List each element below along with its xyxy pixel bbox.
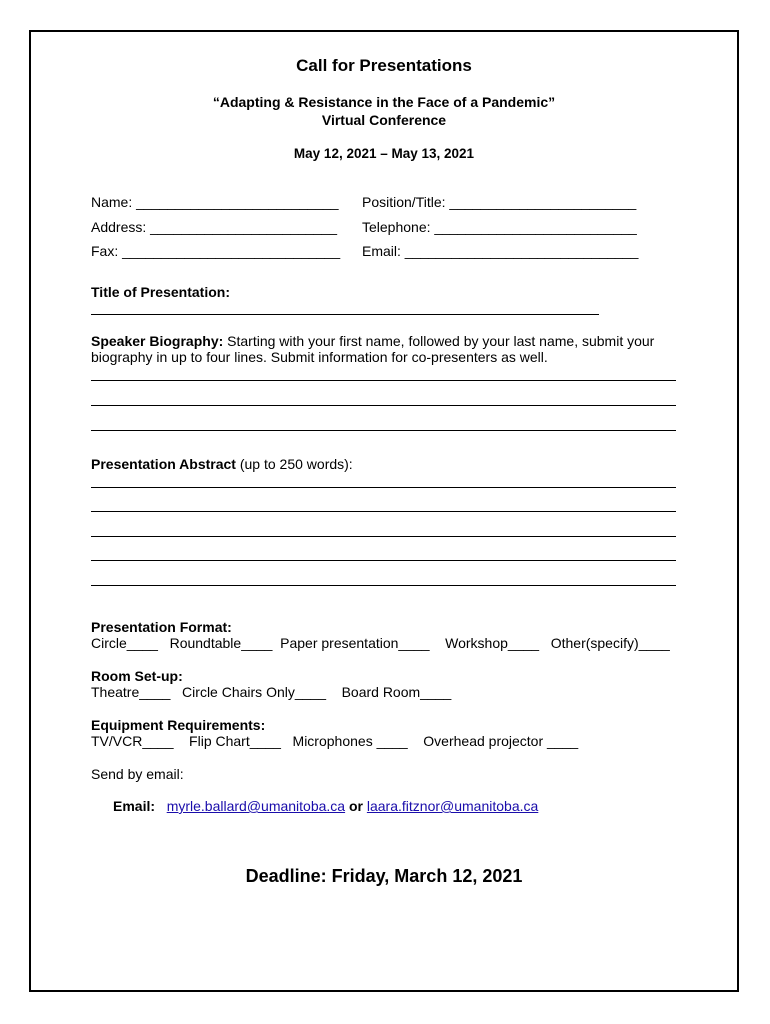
speaker-bio-text-line2: biography in up to four lines. Submit information for co-presenters as well.	[91, 349, 548, 365]
equipment-label: Equipment Requirements:	[91, 717, 266, 733]
email-line	[113, 798, 538, 814]
room-setup-label: Room Set-up:	[91, 668, 183, 684]
abstract-line-2[interactable]	[91, 511, 676, 512]
fax-field[interactable]: Fax: ____________________________	[91, 243, 341, 259]
bio-line-1[interactable]	[91, 380, 676, 381]
telephone-field[interactable]: Telephone: __________________________	[362, 219, 637, 235]
format-label: Presentation Format:	[91, 619, 232, 635]
abstract-heading	[91, 456, 353, 472]
abstract-line-5[interactable]	[91, 585, 676, 586]
abstract-line-3[interactable]	[91, 536, 676, 537]
bio-line-3[interactable]	[91, 430, 676, 431]
format-options[interactable]: Circle____ Roundtable____ Paper presentation____ Workshop____ Other(specify)____	[91, 635, 670, 651]
speaker-bio-label: Speaker Biography:	[91, 333, 224, 349]
conference-dates: May 12, 2021 – May 13, 2021	[293, 146, 475, 161]
conference-type: Virtual Conference	[321, 112, 447, 128]
page-title: Call for Presentations	[296, 56, 472, 75]
abstract-line-4[interactable]	[91, 560, 676, 561]
conference-theme: “Adapting & Resistance in the Face of a Pandemic”	[212, 94, 556, 110]
or-text: or	[345, 798, 367, 814]
name-field[interactable]: Name: __________________________	[91, 194, 339, 210]
bio-line-2[interactable]	[91, 405, 676, 406]
abstract-line-1[interactable]	[91, 487, 676, 488]
speaker-bio-instructions	[91, 333, 654, 349]
send-by-email-text: Send by email:	[91, 766, 184, 782]
presentation-title-label: Title of Presentation:	[91, 284, 230, 300]
abstract-label: Presentation Abstract	[91, 456, 236, 472]
email-label: Email:	[113, 798, 156, 814]
email-field[interactable]: Email: ______________________________	[362, 243, 639, 259]
address-field[interactable]: Address: ________________________	[91, 219, 338, 235]
room-setup-options[interactable]: Theatre____ Circle Chairs Only____ Board Room____	[91, 684, 452, 700]
position-title-field[interactable]: Position/Title: ________________________	[362, 194, 637, 210]
presentation-title-line[interactable]	[91, 314, 599, 315]
speaker-bio-text: Starting with your first name, followed by your last name, submit your	[223, 333, 655, 349]
email-link-1[interactable]: myrle.ballard@umanitoba.ca	[166, 798, 346, 814]
email-link-2[interactable]: laara.fitznor@umanitoba.ca	[366, 798, 539, 814]
deadline: Deadline: Friday, March 12, 2021	[245, 866, 523, 886]
abstract-note: (up to 250 words):	[235, 456, 353, 472]
equipment-options[interactable]: TV/VCR____ Flip Chart____ Microphones ____ Overhead projector ____	[91, 733, 579, 749]
